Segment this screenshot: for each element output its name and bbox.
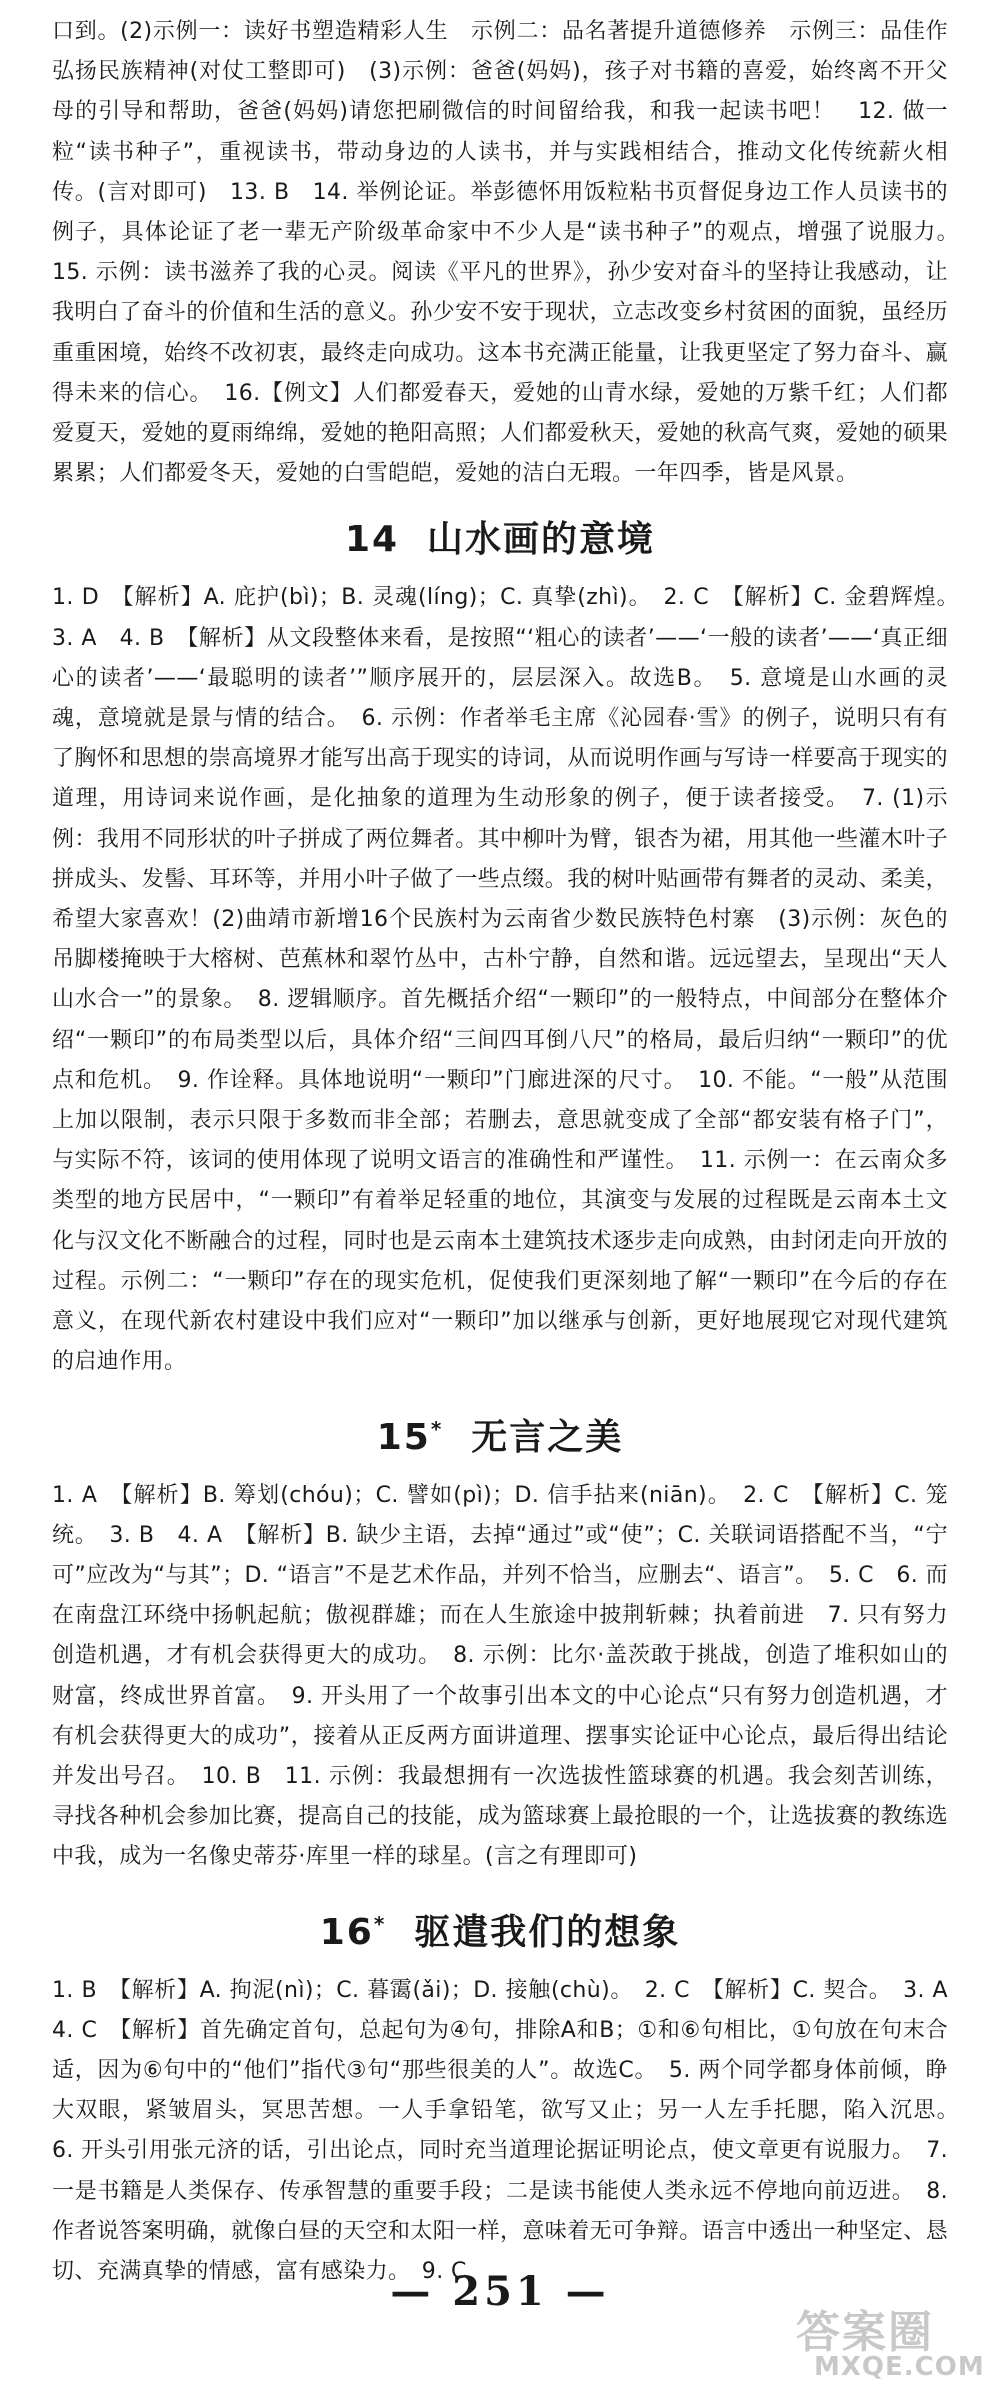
optional-star: * <box>373 1911 387 1936</box>
section-title-14 <box>52 508 948 572</box>
section-name: 无言之美 <box>471 1416 624 1458</box>
answer-paragraph: 1. D 【解析】A. 庇护(bì)；B. 灵魂(líng)；C. 真挚(zhì)。 2. C 【解析】C. 金碧辉煌。 3. A 4. B 【解析】从文段整体来看，是按照“‘粗心的读者’——‘一般的读者’——‘真正细心的读者’——‘最聪明的读者’”顺序展开的，层层深入。故选B。 5. 意境是山水画的灵魂，意境就是景与情的结合。 6. 示例：作者举毛主席《沁园春·雪》的例子，说明只有有了胸怀和思想的崇高境界才能写出高于现实的诗词，从而说明作画与写诗一样要高于现实的道理，用诗词来说作画，是化抽象的道理为生动形象的例子，便于读者接受。 7. (1)示例：我用不同形状的叶子拼成了两位舞者。其中柳叶为臂，银杏为裙，用其他一些灌木叶子拼成头、发髻、耳环等，并用小叶子做了一些点缀。我的树叶贴画带有舞者的灵动、柔美，希望大家喜欢！(2)曲靖市新增16个民族村为云南省少数民族特色村寨 (3)示例：灰色的吊脚楼掩映于大榕树、芭蕉林和翠竹丛中，古朴宁静，自然和谐。远远望去，呈现出“天人山水合一”的景象。 8. 逻辑顺序。首先概括介绍“一颗印”的一般特点，中间部分在整体介绍“一颗印”的布局类型以后，具体介绍“三间四耳倒八尺”的格局，最后归纳“一颗印”的优点和危机。 9. 作诠释。具体地说明“一颗印”门廊进深的尺寸。 10. 不能。“一般”从范围上加以限制，表示只限于多数而非全部；若删去，意思就变成了全部“都安装有格子门”，与实际不符，该词的使用体现了说明文语言的准确性和严谨性。 11. 示例一：在云南众多类型的地方民居中，“一颗印”有着举足轻重的地位，其演变与发展的过程既是云南本土文化与汉文化不断融合的过程，同时也是云南本土建筑技术逐步走向成熟，由封闭走向开放的过程。示例二：“一颗印”存在的现实危机，促使我们更深刻地了解“一颗印”在今后的存在意义，在现代新农村建设中我们应对“一颗印”加以继承与创新，更好地展现它对现代建筑的启迪作用。 <box>52 585 971 1375</box>
section-name: 驱遣我们的想象 <box>414 1911 681 1953</box>
section-title-15 <box>52 1397 948 1470</box>
answer-paragraph: 口到。(2)示例一：读好书塑造精彩人生 示例二：品名著提升道德修养 示例三：品佳作弘扬民族精神(对仗工整即可) (3)示例：爸爸(妈妈)，孩子对书籍的喜爱，始终离不开父母的引导和帮助，爸爸(妈妈)请您把刷微信的时间留给我，和我一起读书吧！ 12. 做一粒“读书种子”，重视读书，带动身边的人读书，并与实践相结合，推动文化传统薪火相传。(言对即可) 13. B 14. 举例论证。举彭德怀用饭粒粘书页督促身边工作人员读书的例子，具体论证了老一辈无产阶级革命家中不少人是“读书种子”的观点，增强了说服力。 15. 示例：读书滋养了我的心灵。阅读《平凡的世界》，孙少安对奋斗的坚持让我感动，让我明白了奋斗的价值和生活的意义。孙少安不安于现状，立志改变乡村贫困的面貌，虽经历重重困境，始终不改初衷，最终走向成功。这本书充满正能量，让我更坚定了努力奋斗、赢得未来的信心。 16.【例文】人们都爱春天，爱她的山青水绿，爱她的万紫千红；人们都爱夏天，爱她的夏雨绵绵，爱她的艳阳高照；人们都爱秋天，爱她的秋高气爽，爱她的硕果累累；人们都爱冬天，爱她的白雪皑皑，爱她的洁白无瑕。一年四季，皆是风景。 <box>52 19 971 487</box>
section-name: 山水画的意境 <box>427 519 656 561</box>
page-number: — 251 — <box>390 2268 610 2315</box>
optional-star: * <box>430 1416 444 1441</box>
section-number: 14 <box>344 519 400 561</box>
section-number: 16* <box>319 1911 387 1953</box>
section-number: 15* <box>376 1416 444 1458</box>
answer-paragraph: 1. B 【解析】A. 拘泥(nì)；C. 暮霭(ǎi)；D. 接触(chù)。 2. C 【解析】C. 契合。 3. A 4. C 【解析】首先确定首句，总起句为④句，排除A和B；①和⑥句相比，①句放在句末合适，因为⑥句中的“他们”指代③句“那些很美的人”。故选C。 5. 两个同学都身体前倾，睁大双眼，紧皱眉头，冥思苦想。一人手拿铅笔，欲写又止；另一人左手托腮，陷入沉思。 6. 开头引用张元济的话，引出论点，同时充当道理论据证明论点，使文章更有说服力。 7. 一是书籍是人类保存、传承智慧的重要手段；二是读书能使人类永远不停地向前迈进。 8. 作者说答案明确，就像白昼的天空和太阳一样，意味着无可争辩。语言中透出一种坚定、恳切、充满真挚的情感，富有感染力。 9. C <box>52 1977 971 2284</box>
watermark-logo <box>796 2296 986 2388</box>
section-title-16 <box>52 1892 948 1965</box>
watermark-text: 答案圈 <box>796 2307 934 2358</box>
answer-paragraph: 1. A 【解析】B. 筹划(chóu)；C. 譬如(pì)；D. 信手拈来(niān)。 2. C 【解析】C. 笼统。 3. B 4. A 【解析】B. 缺少主语，去掉“通过”或“使”；C. 关联词语搭配不当，“宁可”应改为“与其”；D. “语言”不是艺术作品，并列不恰当，应删去“、语言”。 5. C 6. 而在南盘江环绕中扬帆起航；傲视群雄；而在人生旅途中披荆斩棘；执着前进 7. 只有努力创造机遇，才有机会获得更大的成功。 8. 示例：比尔·盖茨敢于挑战，创造了堆积如山的财富，终成世界首富。 9. 开头用了一个故事引出本文的中心论点“只有努力创造机遇，才有机会获得更大的成功”，接着从正反两方面讲道理、摆事实论证中心论点，最后得出结论并发出号召。 10. B 11. 示例：我最想拥有一次选拔性篮球赛的机遇。我会刻苦训练，寻找各种机会参加比赛，提高自己的技能，成为篮球赛上最抢眼的一个，让选拔赛的教练选中我，成为一名像史蒂芬·库里一样的球星。(言之有理即可) <box>52 1482 949 1870</box>
watermark-url: MXQE.COM <box>814 2352 985 2382</box>
